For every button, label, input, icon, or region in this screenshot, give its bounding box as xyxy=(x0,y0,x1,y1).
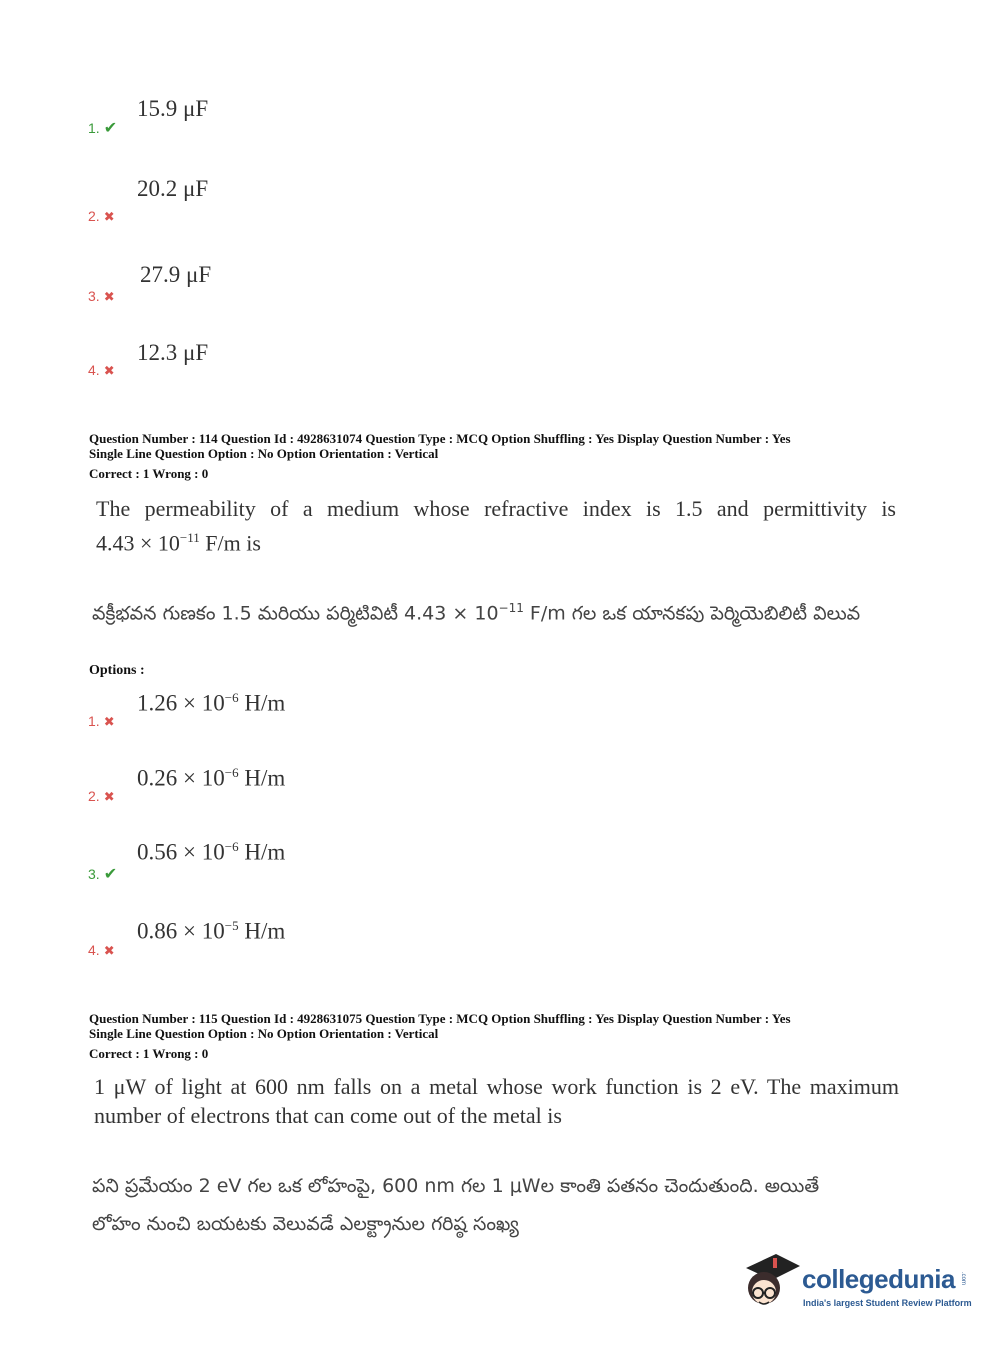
option-number: 2. xyxy=(88,208,100,224)
option-value: 1.26 × 10 xyxy=(137,690,225,716)
prev-option-2 xyxy=(88,208,115,226)
prev-option-1 xyxy=(88,118,117,138)
option-value: 0.56 × 10 xyxy=(137,839,225,865)
q114-text-te xyxy=(92,590,912,631)
option-value: 0.26 × 10 xyxy=(137,765,225,791)
logo-name: collegedunia xyxy=(802,1264,955,1294)
option-number: 4. xyxy=(88,362,100,378)
option-number: 4. xyxy=(88,942,100,958)
option-number: 3. xyxy=(88,866,100,882)
q115-text-en-line1: 1 μW of light at 600 nm falls on a metal whose work function is 2 eV. The maximum xyxy=(94,1074,899,1099)
q114-en-unit: F/m is xyxy=(199,530,261,556)
option-value: 0.86 × 10 xyxy=(137,918,225,944)
q114-option-2-text xyxy=(137,765,285,792)
q114-te-exponent: −11 xyxy=(498,601,524,615)
option-unit: H/m xyxy=(238,839,286,865)
cross-icon: ✖ xyxy=(103,290,115,305)
q114-option-1-text xyxy=(137,690,285,717)
option-unit: H/m xyxy=(238,918,286,944)
q115-meta-line1: Question Number : 115 Question Id : 4928631075 Question Type : MCQ Option Shuffling : Yes Display Question Number : Yes xyxy=(89,1011,791,1026)
cross-icon: ✖ xyxy=(103,364,115,379)
q114-en-exponent: −11 xyxy=(179,530,200,545)
prev-option-2-text: 20.2 μF xyxy=(137,176,209,201)
q115-text-te-line1: పని ప్రమేయం 2 eV గల ఒక లోహంపై, 600 nm గల 1 μWల కాంతి పతనం చెందుతుంది. అయితే xyxy=(92,1175,820,1197)
q114-te-text-end: F/m గల ఒక యానకపు పెర్మియెబిలిటీ విలువ xyxy=(523,602,861,625)
q114-option-3 xyxy=(88,864,117,884)
q114-option-4-text xyxy=(137,918,285,945)
q114-option-3-text xyxy=(137,839,285,866)
q114-option-2 xyxy=(88,788,115,806)
q114-option-1 xyxy=(88,713,115,731)
options-label: Options : xyxy=(89,663,145,678)
cross-icon: ✖ xyxy=(103,210,115,225)
option-unit: H/m xyxy=(238,765,286,791)
option-number: 3. xyxy=(88,288,100,304)
check-icon: ✔ xyxy=(103,118,118,137)
q115-text-en-line2: number of electrons that can come out of the metal is xyxy=(94,1103,562,1128)
cross-icon: ✖ xyxy=(103,715,115,730)
logo-com: .com xyxy=(960,1272,966,1286)
prev-option-4 xyxy=(88,362,115,380)
q114-en-value: 4.43 × 10 xyxy=(96,530,180,556)
collegedunia-logo xyxy=(742,1250,972,1312)
option-exponent: −6 xyxy=(224,690,239,705)
option-number: 2. xyxy=(88,788,100,804)
q114-te-text: వక్రీభవన గుణకం 1.5 మరియు పర్మిటివిటీ 4.43 × 10 xyxy=(92,602,499,625)
q114-meta-line2: Single Line Question Option : No Option Orientation : Vertical xyxy=(89,446,439,461)
q115-text-te-line2: లోహం నుంచి బయటకు వెలువడే ఎలక్ట్రానుల గరిష్ఠ సంఖ్య xyxy=(92,1213,519,1235)
option-exponent: −5 xyxy=(224,918,239,933)
mascot-icon xyxy=(742,1250,802,1312)
q115-meta-line3: Correct : 1 Wrong : 0 xyxy=(89,1046,209,1061)
q114-text-en-line2 xyxy=(96,523,896,557)
q114-option-4 xyxy=(88,942,115,960)
option-exponent: −6 xyxy=(224,765,239,780)
option-unit: H/m xyxy=(238,690,286,716)
option-exponent: −6 xyxy=(224,839,239,854)
cross-icon: ✖ xyxy=(103,944,115,959)
q115-meta-line2: Single Line Question Option : No Option Orientation : Vertical xyxy=(89,1026,439,1041)
q114-meta-line1: Question Number : 114 Question Id : 4928631074 Question Type : MCQ Option Shuffling : Yes Display Question Number : Yes xyxy=(89,431,791,446)
q114-meta-line3: Correct : 1 Wrong : 0 xyxy=(89,466,209,481)
option-number: 1. xyxy=(88,713,100,729)
check-icon: ✔ xyxy=(103,864,118,883)
prev-option-3 xyxy=(88,288,115,306)
option-number: 1. xyxy=(88,120,100,136)
q114-text-en-line1: The permeability of a medium whose refractive index is 1.5 and permittivity is xyxy=(96,496,896,521)
logo-tagline: India's largest Student Review Platform xyxy=(803,1298,972,1308)
prev-option-4-text: 12.3 μF xyxy=(137,340,209,365)
cross-icon: ✖ xyxy=(103,790,115,805)
prev-option-3-text: 27.9 μF xyxy=(140,262,212,287)
prev-option-1-text: 15.9 μF xyxy=(137,96,209,121)
